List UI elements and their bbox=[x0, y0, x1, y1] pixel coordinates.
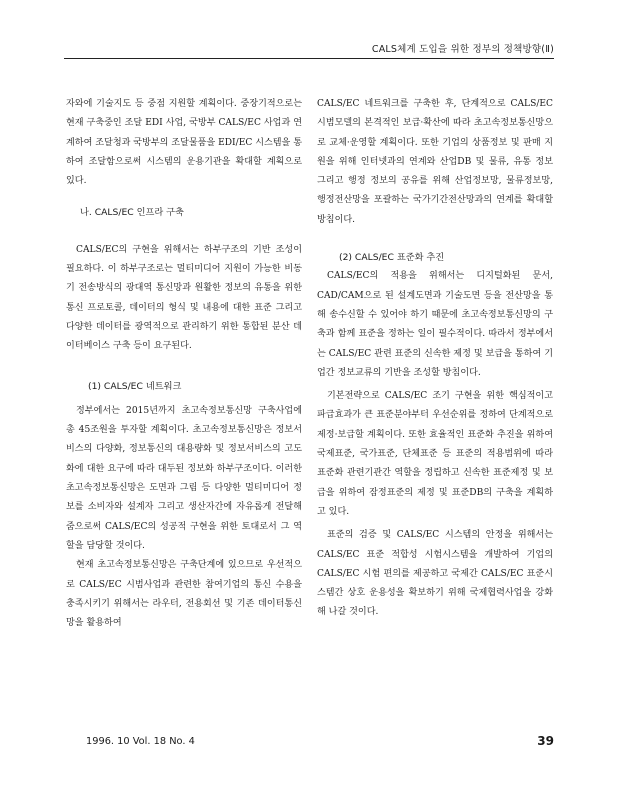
page-number: 39 bbox=[537, 734, 554, 748]
right-column bbox=[317, 95, 553, 623]
paragraph: 정부에서는 2015년까지 초고속정보통신망 구축사업에 총 45조원을 투자할 계획이다. 초고속정보통신망은 정보서비스의 다양화, 정보통신의 대용량화 및 정보서비스의 고도화에 대한 요구에 따라 대두된 정보화 하부구조이다. 이러한 초고속정보통신망은 도면과 그림 등 다양한 멀티미디어 정보를 소비자와 설계자 그리고 생산자간에 자유롭게 전달해줌으로써 CALS/EC의 성공적 구현을 위한 토대로서 그 역할을 담당할 것이다. bbox=[66, 405, 302, 551]
left-column bbox=[66, 95, 302, 633]
paragraph: CALS/EC 네트워크를 구축한 후, 단계적으로 CALS/EC 시범모델의 본격적인 보급·확산에 따라 초고속정보통신망으로 교체·운영할 계획이다. 또한 기업의 상품정보 및 판매 지원을 위해 인터넷과의 연계와 산업DB 및 물류, 유통 정보 그리고 행정 정보의 공유를 위해 산업정보망, 물류정보망, 행정전산망을 포괄하는 국가기간전산망과의 연계를 확대할 방침이다. bbox=[317, 99, 553, 225]
paragraph: CALS/EC의 구현을 위해서는 하부구조의 기반 조성이 필요하다. 이 하부구조로는 멀티미디어 지원이 가능한 비동기 전송방식의 광대역 통신망과 원활한 정보의 유통을 위한 통신 프로토콜, 데이터의 형식 및 내용에 대한 표준 그리고 다양한 데이터를 광역적으로 관리하기 위한 통합된 분산 데이터베이스 구축 등이 요구된다. bbox=[66, 244, 302, 352]
header-rule bbox=[64, 58, 554, 59]
subsection-heading: (2) CALS/EC 표준화 추진 bbox=[339, 252, 445, 264]
issue-info: 1996. 10 Vol. 18 No. 4 bbox=[86, 736, 195, 747]
paragraph: 현재 초고속정보통신망은 구축단계에 있으므로 우선적으로 CALS/EC 시범사업과 관련한 참여기업의 통신 수용을 충족시키기 위해서는 라우터, 전용회선 및 기존 데이터통신망을 활용하여 bbox=[66, 560, 302, 629]
paragraph: 자와에 기술지도 등 중점 지원할 계획이다. 중장기적으로는 현재 구축중인 조달 EDI 사업, 국방부 CALS/EC 사업과 연계하여 조달청과 국방부의 조달물품을 EDI/EC 시스템을 통하여 조달함으로써 시스템의 운용기관을 확대할 계획으로 있다. bbox=[66, 99, 303, 187]
subsection-heading: (1) CALS/EC 네트워크 bbox=[88, 380, 182, 392]
paragraph: 기본전략으로 CALS/EC 조기 구현을 위한 핵심적이고 파급효과가 큰 표준분야부터 우선순위를 정하여 단계적으로 제정·보급할 계획이다. 또한 효율적인 표준화 추진을 위하여 국제표준, 국가표준, 단체표준 등 표준의 적용범위에 따라 표준화 관련기관간 역할을 정립하고 신속한 표준제정 및 보급을 위하여 잠정표준의 제정 및 표준DB의 구축을 계획하고 있다. bbox=[317, 391, 553, 517]
paragraph: CALS/EC의 적용을 위해서는 디지털화된 문서, CAD/CAM으로 된 설계도면과 기술도면 등을 전산망을 통해 송수신할 수 있어야 하기 때문에 초고속정보통신망의 구축과 함께 표준을 정하는 일이 필수적이다. 따라서 정부에서는 CALS/EC 관련 표준의 신속한 제정 및 보급을 통하여 기업간 정보교류의 기반을 조성할 방침이다. bbox=[317, 271, 553, 378]
running-header: CALS체계 도입을 위한 정부의 정책방향(Ⅱ) bbox=[371, 44, 554, 55]
paragraph: 표준의 검증 및 CALS/EC 시스템의 안정을 위해서는 CALS/EC 표준 적합성 시험시스템을 개발하여 기업의 CALS/EC 시험 편의를 제공하고 국제간 CALS/EC 표준시스템간 상호 운용성을 확보하기 위해 국제협력사업을 강화해 나갈 것이다. bbox=[317, 530, 553, 618]
section-heading: 나. CALS/EC 인프라 구축 bbox=[80, 207, 184, 219]
